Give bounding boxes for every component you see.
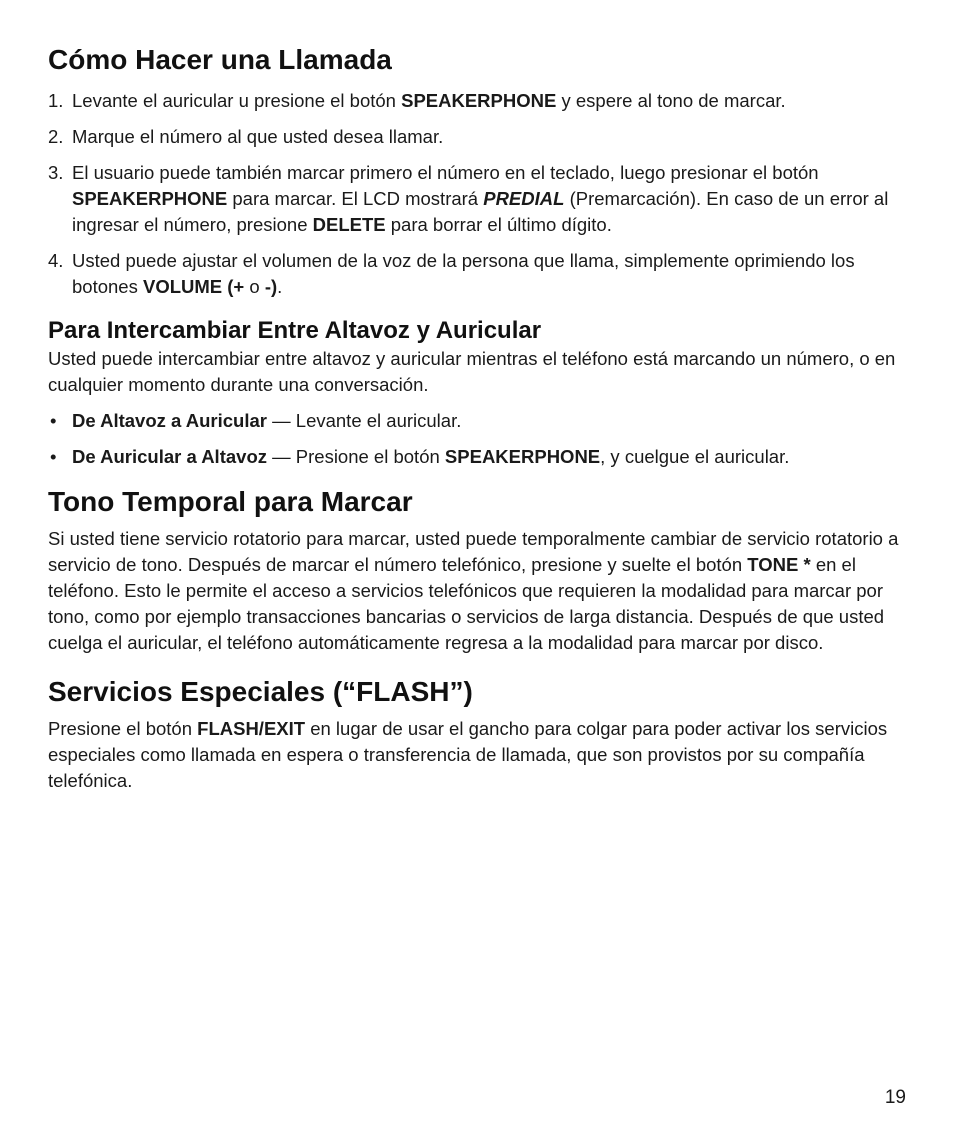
bullet-text: , y cuelgue el auricular. bbox=[600, 446, 790, 467]
step-text: . bbox=[277, 276, 283, 297]
step-text: para borrar el último dígito. bbox=[385, 214, 612, 235]
step-text: Usted puede ajustar el volumen de la voz de la persona que llama, simplemente oprimiendo los botones bbox=[72, 250, 855, 297]
step-text: Marque el número al que usted desea llamar. bbox=[72, 126, 444, 147]
key-label: SPEAKERPHONE bbox=[72, 188, 228, 209]
step-number: 2. bbox=[48, 126, 64, 147]
section-speaker-handset bbox=[48, 316, 910, 470]
step-number: 3. bbox=[48, 162, 64, 183]
key-label: SPEAKERPHONE bbox=[401, 90, 557, 111]
bullet-list bbox=[48, 408, 910, 470]
list-item bbox=[48, 124, 910, 150]
bullet-label: De Auricular a Altavoz bbox=[72, 446, 267, 467]
list-item bbox=[48, 160, 910, 238]
section-flash bbox=[48, 674, 910, 794]
section-heading: Tono Temporal para Marcar bbox=[48, 486, 413, 517]
step-number: 1. bbox=[48, 90, 64, 111]
list-item bbox=[48, 248, 910, 300]
key-label: -) bbox=[264, 276, 278, 297]
step-number: 4. bbox=[48, 250, 64, 271]
bullet-label: De Altavoz a Auricular bbox=[72, 410, 267, 431]
bullet-text: — Presione el botón bbox=[267, 446, 445, 467]
list-item bbox=[48, 88, 910, 114]
section-heading: Cómo Hacer una Llamada bbox=[48, 44, 392, 75]
list-item bbox=[48, 444, 910, 470]
bullet-icon: • bbox=[50, 446, 57, 467]
page-content bbox=[48, 42, 910, 794]
step-text: El usuario puede también marcar primero el número en el teclado, luego presionar el botón bbox=[72, 162, 819, 183]
section-temporary-tone bbox=[48, 484, 910, 656]
page-number: 19 bbox=[884, 1087, 906, 1108]
step-text: y espere al tono de marcar. bbox=[556, 90, 786, 111]
section-body: Si usted tiene servicio rotatorio para marcar, usted puede temporalmente cambiar de servicio rotatorio a servicio de tono. Después de marcar el número telefónico, presione y suelte el botón TONE * en el teléfono. Esto le permite el acceso a servicios telefónicos que requieren la modalidad para marcar por tono, como por ejemplo transacciones bancarias o servicios de larga distancia. Después de que usted cuelga el auricular, el teléfono automáticamente regresa a la modalidad para marcar por disco. bbox=[48, 528, 899, 653]
step-text: para marcar. El LCD mostrará bbox=[227, 188, 484, 209]
key-label: SPEAKERPHONE bbox=[444, 446, 601, 467]
section-body: Presione el botón FLASH/EXIT en lugar de usar el gancho para colgar para poder activar los servicios especiales como llamada en espera o transferencia de llamada, que son provistos por su compañía telefónica. bbox=[48, 718, 888, 791]
bullet-icon: • bbox=[50, 410, 57, 431]
key-label: FLASH/EXIT bbox=[197, 718, 306, 739]
section-heading: Para Intercambiar Entre Altavoz y Auricular bbox=[48, 317, 542, 344]
key-label: VOLUME (+ bbox=[142, 276, 245, 297]
section-intro: Usted puede intercambiar entre altavoz y auricular mientras el teléfono está marcando un número, o en cualquier momento durante una conversación. bbox=[48, 348, 896, 395]
bullet-text: — Levante el auricular. bbox=[267, 410, 462, 431]
key-label: DELETE bbox=[312, 214, 386, 235]
section-making-a-call bbox=[48, 42, 910, 300]
step-text: (Premarcación). En caso de un error al ingresar el número, presione bbox=[72, 188, 889, 235]
lcd-text: PREDIAL bbox=[483, 188, 565, 209]
key-label: TONE * bbox=[747, 554, 811, 575]
section-heading: Servicios Especiales (“FLASH”) bbox=[48, 676, 473, 707]
step-text: Levante el auricular u presione el botón bbox=[72, 90, 402, 111]
steps-list bbox=[48, 88, 910, 300]
list-item bbox=[48, 408, 910, 434]
step-text: o bbox=[244, 276, 265, 297]
